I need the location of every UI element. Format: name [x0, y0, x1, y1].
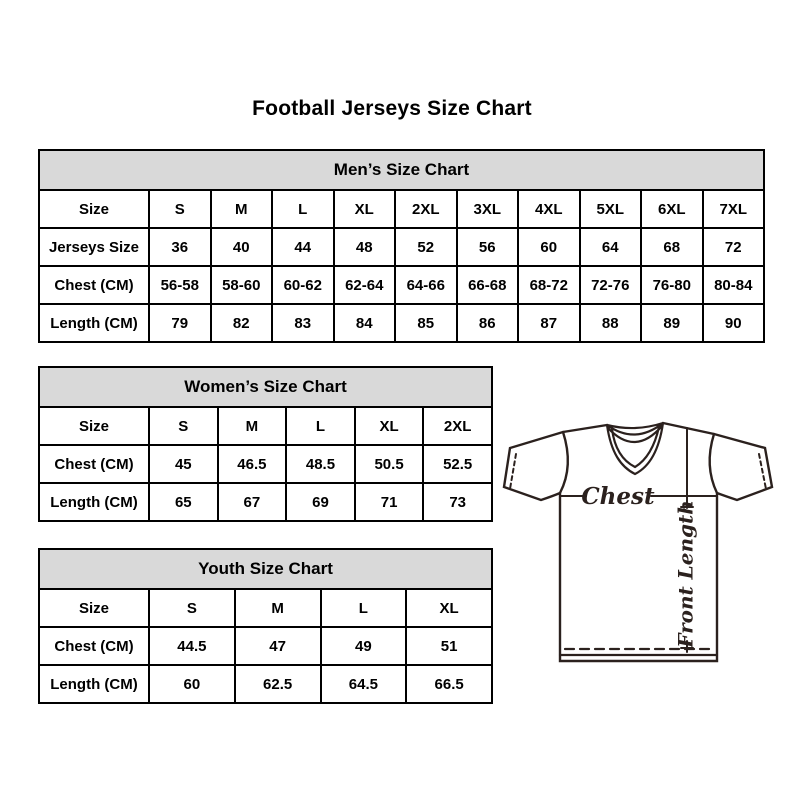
value-cell: 89 [641, 304, 703, 342]
value-cell: S [149, 190, 211, 228]
value-cell: 90 [703, 304, 765, 342]
value-cell: 2XL [395, 190, 457, 228]
table-row [39, 483, 492, 521]
value-cell: 60-62 [272, 266, 334, 304]
table-row [39, 665, 492, 703]
value-cell: 69 [286, 483, 355, 521]
value-cell: 51 [406, 627, 492, 665]
value-cell: 82 [211, 304, 273, 342]
value-cell: 58-60 [211, 266, 273, 304]
youth-size-table [38, 548, 493, 704]
table-title-row [39, 367, 492, 407]
value-cell: 66.5 [406, 665, 492, 703]
row-label-cell: Length (CM) [39, 483, 149, 521]
vneck-collar [607, 423, 663, 474]
value-cell: S [149, 589, 235, 627]
value-cell: 68 [641, 228, 703, 266]
left-cuff-dashed-line [510, 454, 516, 489]
value-cell: 2XL [423, 407, 492, 445]
right-cuff-dashed-line [759, 454, 766, 489]
value-cell: 73 [423, 483, 492, 521]
value-cell: M [235, 589, 321, 627]
value-cell: 48 [334, 228, 396, 266]
value-cell: 48.5 [286, 445, 355, 483]
value-cell: 87 [518, 304, 580, 342]
value-cell: 36 [149, 228, 211, 266]
value-cell: 71 [355, 483, 424, 521]
value-cell: 64-66 [395, 266, 457, 304]
value-cell: 64 [580, 228, 642, 266]
value-cell: 85 [395, 304, 457, 342]
value-cell: L [321, 589, 407, 627]
value-cell: 64.5 [321, 665, 407, 703]
table-title-row [39, 150, 764, 190]
table-row [39, 266, 764, 304]
value-cell: 60 [149, 665, 235, 703]
value-cell: 49 [321, 627, 407, 665]
row-label-cell: Size [39, 190, 149, 228]
table-title-row [39, 549, 492, 589]
value-cell: 7XL [703, 190, 765, 228]
value-cell: XL [406, 589, 492, 627]
value-cell: 62.5 [235, 665, 321, 703]
value-cell: 83 [272, 304, 334, 342]
value-cell: 46.5 [218, 445, 287, 483]
value-cell: 4XL [518, 190, 580, 228]
value-cell: 40 [211, 228, 273, 266]
mens-table-title: Men’s Size Chart [39, 150, 764, 190]
value-cell: 65 [149, 483, 218, 521]
left-armhole-seam [560, 432, 568, 493]
table-row [39, 445, 492, 483]
front-length-label: Front Length [673, 500, 698, 648]
value-cell: 50.5 [355, 445, 424, 483]
value-cell: 52 [395, 228, 457, 266]
value-cell: 79 [149, 304, 211, 342]
value-cell: 5XL [580, 190, 642, 228]
value-cell: L [286, 407, 355, 445]
table-row [39, 407, 492, 445]
row-label-cell: Chest (CM) [39, 627, 149, 665]
value-cell: XL [334, 190, 396, 228]
value-cell: 56 [457, 228, 519, 266]
row-label-cell: Size [39, 589, 149, 627]
table-row [39, 627, 492, 665]
table-row [39, 304, 764, 342]
value-cell: M [211, 190, 273, 228]
right-armhole-seam [710, 434, 717, 493]
value-cell: 47 [235, 627, 321, 665]
value-cell: 76-80 [641, 266, 703, 304]
value-cell: 66-68 [457, 266, 519, 304]
value-cell: 62-64 [334, 266, 396, 304]
value-cell: 52.5 [423, 445, 492, 483]
jersey-measurement-diagram [495, 408, 785, 678]
value-cell: 56-58 [149, 266, 211, 304]
chest-label: Chest [581, 483, 655, 510]
value-cell: 44 [272, 228, 334, 266]
value-cell: 60 [518, 228, 580, 266]
row-label-cell: Chest (CM) [39, 266, 149, 304]
table-row [39, 589, 492, 627]
youth-table-title: Youth Size Chart [39, 549, 492, 589]
value-cell: 84 [334, 304, 396, 342]
womens-size-table [38, 366, 493, 522]
value-cell: 44.5 [149, 627, 235, 665]
mens-size-table [38, 149, 765, 343]
value-cell: 88 [580, 304, 642, 342]
value-cell: 67 [218, 483, 287, 521]
row-label-cell: Length (CM) [39, 665, 149, 703]
table-row [39, 190, 764, 228]
value-cell: 3XL [457, 190, 519, 228]
value-cell: S [149, 407, 218, 445]
value-cell: M [218, 407, 287, 445]
value-cell: L [272, 190, 334, 228]
row-label-cell: Size [39, 407, 149, 445]
page-title: Football Jerseys Size Chart [252, 97, 532, 120]
jersey-body-outline [504, 423, 772, 661]
value-cell: 86 [457, 304, 519, 342]
value-cell: 6XL [641, 190, 703, 228]
value-cell: 72 [703, 228, 765, 266]
row-label-cell: Length (CM) [39, 304, 149, 342]
value-cell: 72-76 [580, 266, 642, 304]
value-cell: 68-72 [518, 266, 580, 304]
table-row [39, 228, 764, 266]
value-cell: XL [355, 407, 424, 445]
row-label-cell: Chest (CM) [39, 445, 149, 483]
row-label-cell: Jerseys Size [39, 228, 149, 266]
value-cell: 45 [149, 445, 218, 483]
value-cell: 80-84 [703, 266, 765, 304]
womens-table-title: Women’s Size Chart [39, 367, 492, 407]
